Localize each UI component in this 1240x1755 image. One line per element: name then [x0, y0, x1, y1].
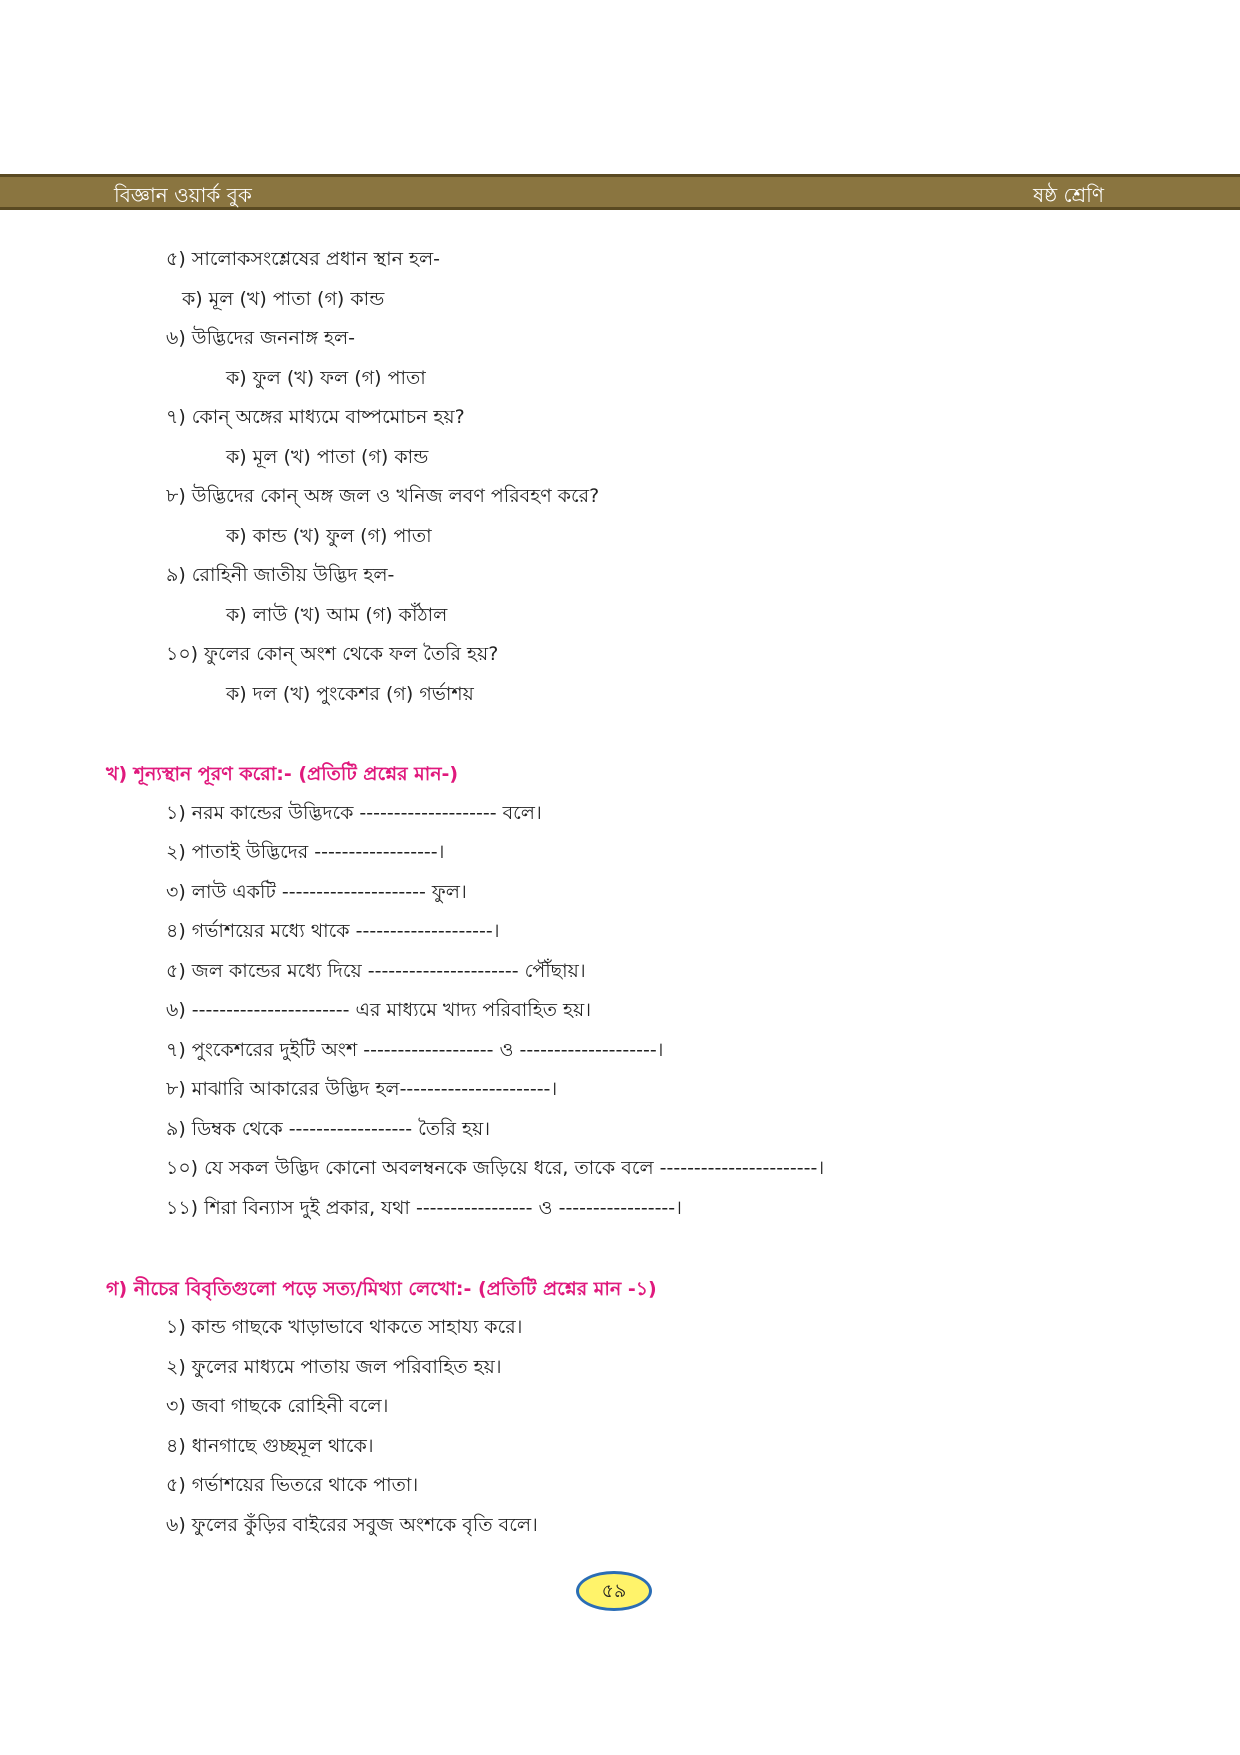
mcq-question: ৬) উদ্ভিদের জননাঙ্গ হল- — [166, 327, 355, 349]
truefalse-item: ৬) ফুলের কুঁড়ির বাইরের সবুজ অংশকে বৃতি বলে। — [166, 1514, 538, 1536]
truefalse-item: ২) ফুলের মাধ্যমে পাতায় জল পরিবাহিত হয়। — [166, 1356, 502, 1378]
truefalse-item: ৫) গর্ভাশয়ের ভিতরে থাকে পাতা। — [166, 1474, 419, 1496]
truefalse-section-title: গ) নীচের বিবৃতিগুলো পড়ে সত্য/মিথ্যা লেখো:- (প্রতিটি প্রশ্নের মান -১) — [106, 1278, 657, 1300]
header-bar — [0, 174, 1240, 210]
mcq-question: ৫) সালোকসংশ্লেষের প্রধান স্থান হল- — [166, 248, 440, 270]
fill-item: ১১) শিরা বিন্যাস দুই প্রকার, যথা ----------------- ও -----------------। — [166, 1197, 682, 1219]
fill-item: ৫) জল কান্ডের মধ্যে দিয়ে ---------------------- পৌঁছায়। — [166, 960, 586, 982]
mcq-options: ক) দল (খ) পুংকেশর (গ) গর্ভাশয় — [226, 683, 474, 705]
mcq-options: ক) কান্ড (খ) ফুল (গ) পাতা — [226, 525, 432, 547]
truefalse-item: ১) কান্ড গাছকে খাড়াভাবে থাকতে সাহায্য করে। — [166, 1316, 523, 1338]
mcq-options: ক) লাউ (খ) আম (গ) কাঁঠাল — [226, 604, 448, 626]
mcq-options: ক) মূল (খ) পাতা (গ) কান্ড — [182, 288, 385, 310]
mcq-options: ক) মূল (খ) পাতা (গ) কান্ড — [226, 446, 429, 468]
fill-item: ৯) ডিম্বক থেকে ------------------ তৈরি হয়। — [166, 1118, 490, 1140]
fill-item: ৬) ----------------------- এর মাধ্যমে খাদ্য পরিবাহিত হয়। — [166, 999, 591, 1021]
fill-item: ৮) মাঝারি আকারের উদ্ভিদ হল----------------------। — [166, 1078, 558, 1100]
class-label: ষষ্ঠ শ্রেণি — [1033, 183, 1104, 207]
mcq-question: ৮) উদ্ভিদের কোন্ অঙ্গ জল ও খনিজ লবণ পরিবহণ করে? — [166, 485, 600, 507]
mcq-question: ৭) কোন্ অঙ্গের মাধ্যমে বাষ্পমোচন হয়? — [166, 406, 465, 428]
book-title: বিজ্ঞান ওয়ার্ক বুক — [114, 183, 252, 207]
fill-item: ৭) পুংকেশরের দুইটি অংশ ------------------- ও --------------------। — [166, 1039, 664, 1061]
fill-item: ৪) গর্ভাশয়ের মধ্যে থাকে --------------------। — [166, 920, 500, 942]
fill-section-title: খ) শূন্যস্থান পূরণ করো:- (প্রতিটি প্রশ্নের মান-) — [106, 763, 459, 785]
truefalse-item: ৩) জবা গাছকে রোহিনী বলে। — [166, 1395, 389, 1417]
fill-item: ১০) যে সকল উদ্ভিদ কোনো অবলম্বনকে জড়িয়ে ধরে, তাকে বলে -----------------------। — [166, 1157, 825, 1179]
mcq-options: ক) ফুল (খ) ফল (গ) পাতা — [226, 367, 426, 389]
page-number-badge: ৫৯ — [576, 1571, 652, 1611]
fill-item: ১) নরম কান্ডের উদ্ভিদকে -------------------- বলে। — [166, 802, 542, 824]
mcq-question: ১০) ফুলের কোন্ অংশ থেকে ফল তৈরি হয়? — [166, 643, 499, 665]
fill-item: ২) পাতাই উদ্ভিদের ------------------। — [166, 841, 445, 863]
fill-item: ৩) লাউ একটি --------------------- ফুল। — [166, 881, 467, 903]
truefalse-item: ৪) ধানগাছে গুচ্ছমূল থাকে। — [166, 1435, 374, 1457]
mcq-question: ৯) রোহিনী জাতীয় উদ্ভিদ হল- — [166, 564, 395, 586]
